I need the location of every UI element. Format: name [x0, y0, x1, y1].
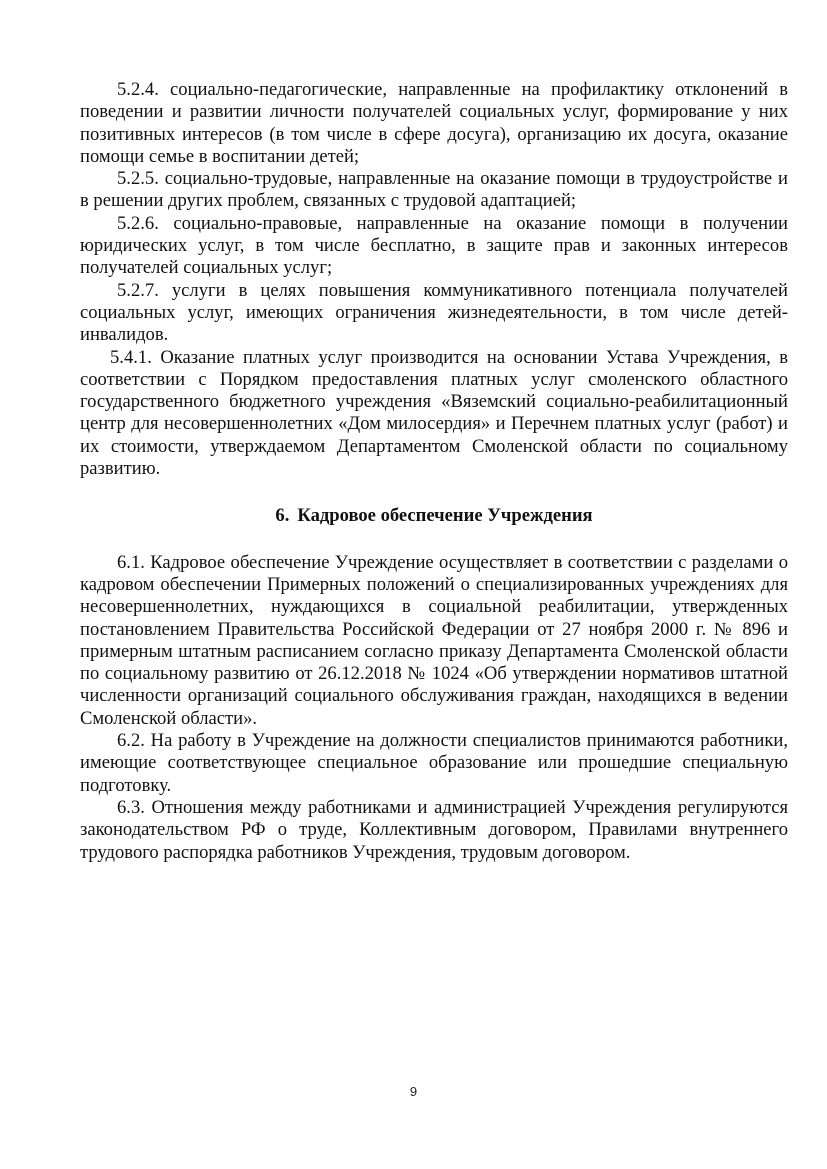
list-item-5-2-7: [80, 280, 788, 347]
item-text: социально-трудовые, направленные на оказание помощи в трудоустройстве и в решении других проблем, связанных с трудовой адаптацией;: [80, 168, 788, 212]
clause-6-3: [80, 797, 788, 864]
clause-number: 6.3.: [117, 796, 145, 818]
list-item-5-2-5: [80, 168, 788, 213]
item-text: Оказание платных услуг производится на основании Устава Учреждения, в соответствии с Порядком предоставления платных услуг смоленского областного государственного бюджетного учреждения «Вяземский социально-реабилитационный центр для несовершеннолетних «Дом милосердия» и Перечнем платных услуг (работ) и их стоимости, утверждаемом Департаментом Смоленской области по социальному развитию.: [80, 346, 788, 480]
clause-6-2: [80, 730, 788, 797]
list-item-5-2-4: [80, 79, 788, 168]
clause-number: 6.1.: [117, 551, 145, 573]
item-number: 5.4.1.: [110, 346, 152, 368]
item-number: 5.2.6.: [117, 212, 159, 234]
item-number: 5.2.7.: [117, 279, 159, 301]
clause-text: Кадровое обеспечение Учреждение осуществляет в соответствии с разделами о кадровом обеспечении Примерных положений о специализированных учреждениях для несовершеннолетних, нуждающихся в социальной реабилитации, утвержденных постановлением Правительства Российской Федерации от 27 ноября 2000 г. № 896 и примерным штатным расписанием согласно приказу Департамента Смоленской области по социальному развитию от 26.12.2018 № 1024 «Об утверждении нормативов штатной численности организаций социального обслуживания граждан, находящихся в ведении Смоленской области».: [80, 551, 788, 729]
clause-6-1: [80, 552, 788, 730]
item-text: услуги в целях повышения коммуникативного потенциала получателей социальных услуг, имеющих ограничения жизнедеятельности, в том числе детей-инвалидов.: [80, 279, 788, 346]
item-text: социально-педагогические, направленные на профилактику отклонений в поведении и развитии личности получателей социальных услуг, формирование у них позитивных интересов (в том числе в сфере досуга), организацию их досуга, оказание помощи семье в воспитании детей;: [80, 79, 788, 167]
item-number: 5.2.5.: [117, 168, 159, 190]
clause-text: На работу в Учреждение на должности специалистов принимаются работники, имеющие соответствующее специальное образование или прошедшие специальную подготовку.: [80, 730, 788, 796]
list-item-5-4-1: [80, 347, 788, 481]
section-heading: [80, 505, 788, 527]
clause-text: Отношения между работниками и администрацией Учреждения регулируются законодательством РФ о труде, Коллективным договором, Правилами внутреннего трудового распорядка работников Учреждения, трудовым договором.: [80, 796, 788, 863]
section-title: Кадровое обеспечение Учреждения: [297, 505, 593, 527]
list-item-5-2-6: [80, 213, 788, 280]
item-text: социально-правовые, направленные на оказание помощи в получении юридических услуг, в том числе бесплатно, в защите прав и законных интересов получателей социальных услуг;: [80, 212, 788, 279]
section-number: 6.: [275, 505, 290, 527]
page-number: 9: [409, 1084, 418, 1099]
document-body: [80, 79, 788, 864]
clause-number: 6.2.: [117, 730, 145, 752]
item-number: 5.2.4.: [117, 79, 159, 100]
